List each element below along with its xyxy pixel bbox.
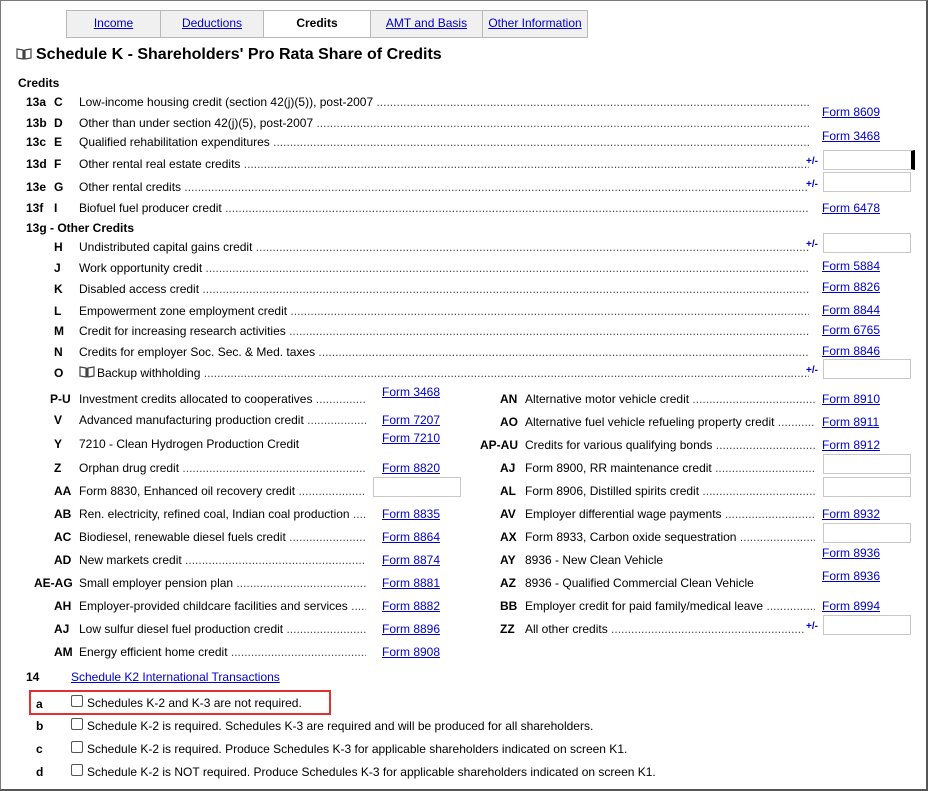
line-number: 13c [26,135,47,149]
amount-input-o[interactable] [823,359,911,379]
line-code: E [54,135,63,149]
line-label: Biodiesel, renewable diesel fuels credit ..... [79,530,366,544]
form-8874-link[interactable]: Form 8874 [382,553,441,567]
line-code: AX [500,530,517,544]
plus-minus-button[interactable]: +/- [806,365,818,376]
tab-deductions[interactable] [161,11,264,37]
line-code: BB [500,599,518,613]
line-code: L [54,304,62,318]
option-label: Schedule K-2 is required. Schedules K-3 are required and will be produced for all shareholders. [87,719,594,733]
option-letter: c [36,742,43,756]
line-code: AZ [500,576,516,590]
plus-minus-button[interactable]: +/- [806,156,818,167]
line-number: 13e [26,180,47,194]
line-code: H [54,240,63,254]
line-label: Form 8933, Carbon oxide sequestration ..... [525,530,815,544]
line-label: Work opportunity credit ..... [79,261,809,275]
k2-required-all-k3-checkbox[interactable] [71,718,83,730]
form-8896-link[interactable]: Form 8896 [382,622,441,636]
line-code: ZZ [500,622,515,636]
other-credits-heading: 13g - Other Credits [26,221,135,235]
line-number: 13f [26,201,44,215]
line-code: AV [500,507,516,521]
line-label: Other rental credits ..... [79,180,809,194]
line-code: C [54,95,63,109]
line-label: Employer-provided childcare facilities and services ..... [79,599,366,613]
line-label: Other rental real estate credits ..... [79,157,809,171]
line-label: 8936 - Qualified Commercial Clean Vehicle [525,576,754,590]
line-number: 13d [26,157,47,171]
line-label: 8936 - New Clean Vehicle [525,553,664,567]
line-code: I [54,201,58,215]
option-letter: a [36,697,43,711]
line-code: AJ [54,622,70,636]
line-label: Ren. electricity, refined coal, Indian coal production ..... [79,507,366,521]
plus-minus-button[interactable]: +/- [806,621,818,632]
form-8908-link[interactable]: Form 8908 [382,645,441,659]
page-title-text: Schedule K - Shareholders' Pro Rata Share of Credits [36,46,442,63]
form-8820-link[interactable]: Form 8820 [382,461,441,475]
line-label: Credit for increasing research activities ..... [79,324,809,338]
amount-input-13d[interactable] [823,150,915,170]
k2-required-applicable-k3-checkbox[interactable] [71,741,83,753]
line-label: Credits for employer Soc. Sec. & Med. taxes ..... [79,345,809,359]
line-label: Employer differential wage payments ..... [525,507,815,521]
form-7210-link[interactable]: Form 7210 [382,431,441,445]
line-code: AD [54,553,72,567]
form-8882-link[interactable]: Form 8882 [382,599,441,613]
amount-input-ax[interactable] [823,523,911,543]
line-label: Other than under section 42(j)(5), post-2007 ..... [79,116,809,130]
line-code: M [54,324,64,338]
line-label: Alternative fuel vehicle refueling property credit ..... [525,415,815,429]
form-6478-link[interactable]: Form 6478 [822,201,881,215]
form-3468-link[interactable]: Form 3468 [382,385,441,399]
form-8846-link[interactable]: Form 8846 [822,344,881,358]
line-label: Qualified rehabilitation expenditures ..... [79,135,809,149]
form-8609-link[interactable]: Form 8609 [822,105,881,119]
form-8826-link[interactable]: Form 8826 [822,280,881,294]
line-code: V [54,413,63,427]
line-code: AC [54,530,72,544]
option-letter: d [36,765,44,779]
line-number: 13b [26,116,47,130]
tab-bar [66,10,588,38]
plus-minus-button[interactable]: +/- [806,239,818,250]
line-code: AL [500,484,516,498]
form-8864-link[interactable]: Form 8864 [382,530,441,544]
book-icon[interactable] [79,366,95,378]
amount-input-h[interactable] [823,233,911,253]
amount-input-13e[interactable] [823,172,911,192]
line-label: Undistributed capital gains credit ..... [79,240,809,254]
line-label: Credits for various qualifying bonds ..... [525,438,815,452]
line-code: G [54,180,64,194]
form-8881-link[interactable]: Form 8881 [382,576,441,590]
line-label: Energy efficient home credit ..... [79,645,366,659]
line-code: N [54,345,63,359]
book-icon[interactable] [16,48,32,60]
form-8844-link[interactable]: Form 8844 [822,303,881,317]
form-8994-link[interactable]: Form 8994 [822,599,881,613]
option-letter: b [36,719,44,733]
line-code: AH [54,599,72,613]
schedule-k2-link[interactable]: Schedule K2 International Transactions [71,670,280,684]
line-label: Empowerment zone employment credit ..... [79,304,809,318]
line-label: All other credits ..... [525,622,805,636]
line-label: Alternative motor vehicle credit ..... [525,392,815,406]
form-7207-link[interactable]: Form 7207 [382,413,441,427]
line-code: K [54,282,63,296]
k2-not-required-applicable-k3-checkbox[interactable] [71,764,83,776]
line-label: 7210 - Clean Hydrogen Production Credit [79,437,300,451]
line-label: Employer credit for paid family/medical leave ..... [525,599,815,613]
tab-other-label[interactable]: Other Information [488,16,582,30]
line-code: P-U [50,392,71,406]
option-label: Schedules K-2 and K-3 are not required. [87,696,302,710]
amount-input-zz[interactable] [823,615,911,635]
line-label: Form 8830, Enhanced oil recovery credit ..... [79,484,366,498]
form-8932-link[interactable]: Form 8932 [822,507,881,521]
line-code: Z [54,461,62,475]
credits-section-heading: Credits [18,76,60,90]
amount-input-aa[interactable] [373,477,461,497]
line-label: Low sulfur diesel fuel production credit ..... [79,622,366,636]
tab-credits-label: Credits [296,16,338,30]
line-code: AP-AU [480,438,518,452]
line-code: AN [500,392,518,406]
line-code: J [54,261,61,275]
page-title [16,46,442,64]
line-number: 14 [26,670,40,684]
line-label: Disabled access credit ..... [79,282,809,296]
line-label: Advanced manufacturing production credit ..... [79,413,366,427]
line-label: Investment credits allocated to cooperatives ..... [79,392,366,406]
form-8910-link[interactable]: Form 8910 [822,392,881,406]
line-label: Backup withholding ..... [97,366,809,380]
form-5884-link[interactable]: Form 5884 [822,259,881,273]
tab-other-information[interactable] [483,11,587,37]
option-label: Schedule K-2 is required. Produce Schedules K-3 for applicable shareholders indicated on screen K1. [87,742,628,756]
form-8911-link[interactable]: Form 8911 [822,415,880,429]
plus-minus-button[interactable]: +/- [806,179,818,190]
line-label: Biofuel fuel producer credit ..... [79,201,809,215]
form-8835-link[interactable]: Form 8835 [382,507,441,521]
line-label: Low-income housing credit (section 42(j)(5)), post-2007 ..... [79,95,809,109]
line-code: AO [500,415,518,429]
option-label: Schedule K-2 is NOT required. Produce Schedules K-3 for applicable shareholders indicated on screen K1. [87,765,656,779]
tab-income-label[interactable]: Income [93,16,134,30]
line-code: Y [54,437,63,451]
line-label: Form 8900, RR maintenance credit ..... [525,461,815,475]
line-code: O [54,366,64,380]
form-8936-link[interactable]: Form 8936 [822,569,881,583]
form-3468-link[interactable]: Form 3468 [822,129,881,143]
line-label: Small employer pension plan ..... [79,576,366,590]
line-code: AE-AG [34,576,73,590]
line-code: AA [54,484,72,498]
form-8912-link[interactable]: Form 8912 [822,438,881,452]
form-8936-link[interactable]: Form 8936 [822,546,881,560]
line-code: F [54,157,62,171]
tab-credits[interactable] [264,11,371,37]
line-code: AM [54,645,73,659]
tab-amt-label[interactable]: AMT and Basis [385,16,468,30]
line-label: Orphan drug credit ..... [79,461,366,475]
amount-input-aj[interactable] [823,454,911,474]
line-code: AB [54,507,72,521]
line-label: New markets credit ..... [79,553,366,567]
line-code: D [54,116,63,130]
form-6765-link[interactable]: Form 6765 [822,323,881,337]
tab-deductions-label[interactable]: Deductions [181,16,243,30]
line-code: AJ [500,461,516,475]
tab-income[interactable] [67,11,161,37]
amount-input-al[interactable] [823,477,911,497]
line-label: Form 8906, Distilled spirits credit ..... [525,484,815,498]
k2-k3-not-required-checkbox[interactable] [71,695,83,707]
tab-amt-and-basis[interactable] [371,11,483,37]
line-code: AY [500,553,516,567]
line-number: 13a [26,95,47,109]
